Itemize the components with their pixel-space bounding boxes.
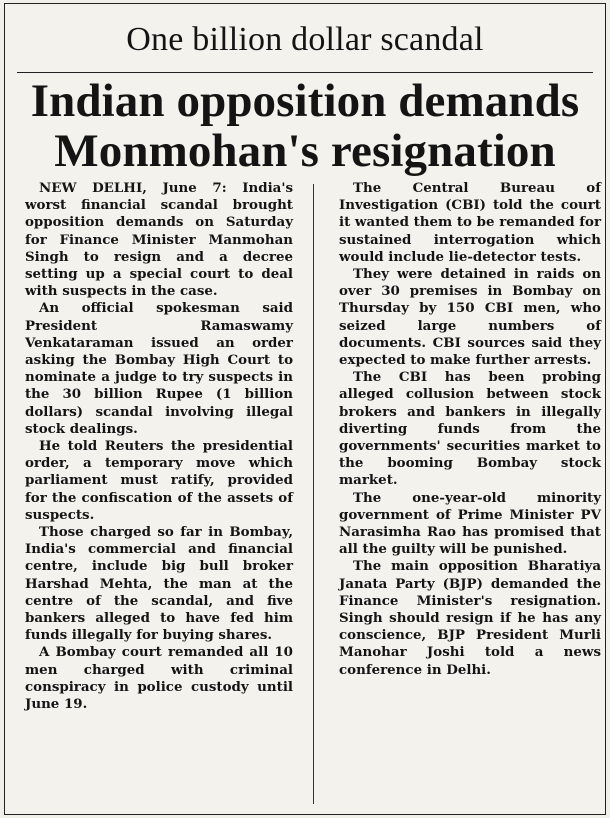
column-divider: [313, 184, 314, 804]
column-right: [339, 180, 601, 679]
paragraph: He told Reuters the presidential order, a temporary move which parliament must ratify, provided for the confiscation of the assets of suspects.: [25, 438, 293, 523]
paragraph: They were detained in raids on over 30 premises in Bombay on Thursday by 150 CBI men, who seized large numbers of documents. CBI sources said they expected to make further arrests.: [339, 266, 601, 369]
column-left: [25, 180, 293, 713]
kicker-title: One billion dollar scandal: [126, 21, 484, 58]
paragraph: NEW DELHI, June 7: India's worst financial scandal brought opposition demands on Saturday for Finance Minister Manmohan Singh to resign and a decree setting up a special court to deal with suspects in the case.: [25, 180, 293, 300]
paragraph: Those charged so far in Bombay, India's commercial and financial centre, include big bull broker Harshad Mehta, the man at the centre of the scandal, and five bankers alleged to have fed him funds illegally for buying shares.: [25, 524, 293, 644]
paragraph: The main opposition Bharatiya Janata Party (BJP) demanded the Finance Minister's resignation. Singh should resign if he has any conscience, BJP President Murli Manohar Joshi told a news conference in Delhi.: [339, 558, 601, 678]
paragraph: The Central Bureau of Investigation (CBI) told the court it wanted them to be remanded for sustained interrogation which would include lie-detector tests.: [339, 180, 602, 265]
headline: Indian opposition demands Monmohan's resignation: [30, 75, 580, 177]
newspaper-clipping: [4, 3, 606, 815]
paragraph: An official spokesman said President Ramaswamy Venkataraman issued an order asking the Bombay High Court to nominate a judge to try suspects in the 30 billion Rupee (1 billion dollars) scandal involving illegal stock dealings.: [25, 300, 293, 437]
paragraph: The one-year-old minority government of Prime Minister PV Narasimha Rao has promised that all the guilty will be punished.: [339, 489, 601, 558]
paragraph: A Bombay court remanded all 10 men charged with criminal conspiracy in police custody until June 19.: [25, 644, 293, 713]
paragraph: The CBI has been probing alleged collusion between stock brokers and bankers in illegally diverting funds from the governments' securities market to the booming Bombay stock market.: [339, 369, 601, 489]
kicker-rule: [17, 72, 593, 73]
